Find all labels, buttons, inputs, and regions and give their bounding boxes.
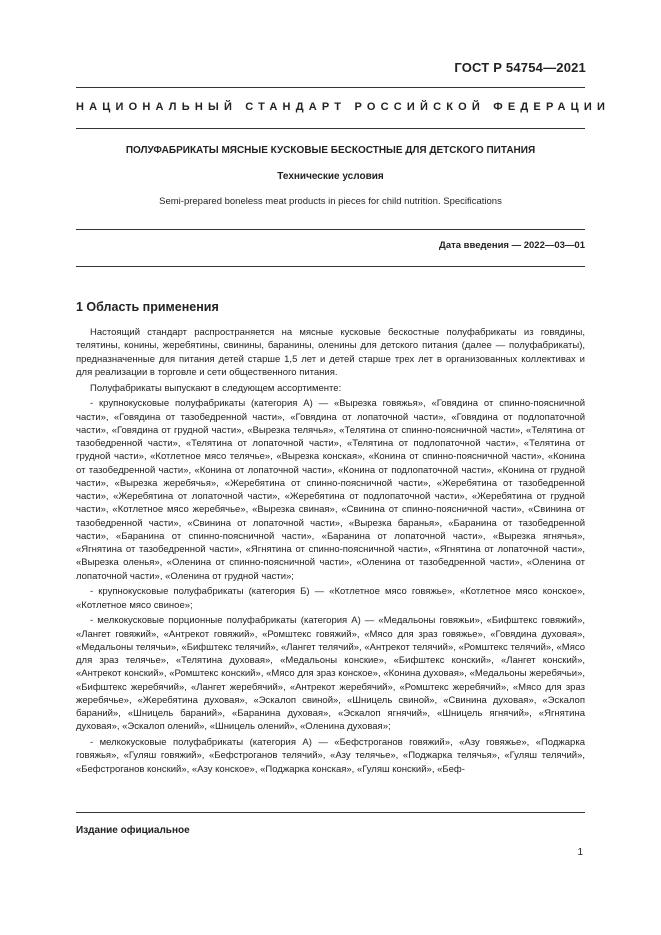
page-number: 1 bbox=[577, 847, 583, 858]
paragraph: - мелкокусковые порционные полуфабрикаты (категория А) — «Медальоны говяжьи», «Бифштекс говяжий», «Лангет говяжий», «Антрекот говяжий», «Ромштекс говяжий», «Мясо для зраз говяжье», «Говядина духовая», «Медальоны телячьи», «Бифштекс телячий», «Лангет телячий», «Антрекот телячий», «Ромштекс телячий», «Мясо для зраз телячье», «Телятина духовая», «Медальоны конские», «Бифштекс конский», «Лангет конский», «Антрекот конский», «Ромштекс конский», «Мясо для зраз конское», «Конина духовая», «Медальоны жеребячьи», «Бифштекс жеребячий», «Лангет жеребячий», «Антрекот жеребячий», «Ромштекс жеребячий», «Мясо для зраз жеребячье», «Жеребятина духовая», «Эскалоп свиной», «Шницель свиной», «Свинина духовая», «Эскалоп бараний», «Шницель бараний», «Баранина духовая», «Эскалоп ягнячий», «Шницель ягнячий», «Ягнятина духовая», «Эскалоп олений», «Шницель олений», «Оленина духовая»; bbox=[76, 615, 585, 733]
header-rule-bottom bbox=[76, 128, 585, 129]
date-rule bbox=[76, 266, 585, 267]
document-title: ПОЛУФАБРИКАТЫ МЯСНЫЕ КУСКОВЫЕ БЕСКОСТНЫЕ ДЛЯ ДЕТСКОГО ПИТАНИЯ bbox=[125, 145, 536, 156]
section-body bbox=[76, 326, 585, 778]
header-rule-top bbox=[76, 87, 585, 88]
section-heading: 1 Область применения bbox=[76, 300, 219, 314]
paragraph: Настоящий стандарт распространяется на мясные кусковые бескостные полуфабрикаты из говядины, телятины, конины, жеребятины, свинины, баранины, оленины для детского питания (далее — полуфабрикаты), предназначенные для питания детей старше 1,5 лет и детей старше трех лет в организованных коллективах и для реализации в торговле и сети общественного питания. bbox=[76, 327, 585, 378]
footer-rule bbox=[76, 812, 585, 813]
paragraph: - крупнокусковые полуфабрикаты (категория Б) — «Котлетное мясо говяжье», «Котлетное мясо конское», «Котлетное мясо свиное»; bbox=[76, 586, 585, 611]
title-rule bbox=[76, 229, 585, 230]
paragraph: Полуфабрикаты выпускают в следующем ассортименте: bbox=[90, 382, 342, 394]
paragraph: - мелкокусковые полуфабрикаты (категория А) — «Бефстроганов говяжий», «Азу говяжье», «Поджарка говяжья», «Гуляш говяжий», «Бефстроганов телячий», «Азу телячье», «Поджарка телячья», «Гуляш телячий», «Бефстроганов конский», «Азу конское», «Поджарка конская», «Гуляш конский», «Беф- bbox=[76, 737, 585, 775]
document-subtitle: Технические условия bbox=[277, 171, 384, 182]
paragraph: - крупнокусковые полуфабрикаты (категория А) — «Вырезка говяжья», «Говядина от спинно-поясничной части», «Говядина от тазобедренной части», «Говядина от лопаточной части», «Говядина от подлопаточной части», «Говядина от грудной части», «Вырезка телячья», «Телятина от спинно-поясничной части», «Телятина от тазобедренной части», «Телятина от лопаточной части», «Телятина от подлопаточной части», «Телятина от грудной части», «Котлетное мясо телячье», «Вырезка конская», «Конина от спинно-поясничной части», «Конина от тазобедренной части», «Конина от лопаточной части», «Конина от подлопаточной части», «Конина от грудной части», «Вырезка жеребячья», «Жеребятина от спинно-поясничной части», «Жеребятина от тазобедренной части», «Жеребятина от лопаточной части», «Жеребятина от подлопаточной части», «Жеребятина от грудной части», «Котлетное мясо жеребячье», «Вырезка свиная», «Свинина от спинно-поясничной части», «Свинина от тазобедренной части», «Свинина от лопаточной части», «Вырезка баранья», «Баранина от тазобедренной части», «Баранина от спинно-поясничной части», «Баранина от лопаточной части», «Вырезка ягнячья», «Ягнятина от тазобедренной части», «Ягнятина от спинно-поясничной части», «Ягнятина от лопаточной части», «Вырезка оленья», «Оленина от спинно-поясничной части», «Оленина от тазобедренной части», «Оленина от лопаточной части», «Оленина от грудной части»; bbox=[76, 398, 585, 582]
english-title: Semi-prepared boneless meat products in pieces for child nutrition. Specifications bbox=[159, 196, 502, 207]
introduction-date: Дата введения — 2022—03—01 bbox=[439, 240, 585, 251]
gost-number: ГОСТ Р 54754—2021 bbox=[454, 60, 586, 75]
national-standard-heading: НАЦИОНАЛЬНЫЙ СТАНДАРТ РОССИЙСКОЙ ФЕДЕРАЦИИ bbox=[76, 101, 611, 113]
official-edition-label: Издание официальное bbox=[76, 825, 190, 836]
